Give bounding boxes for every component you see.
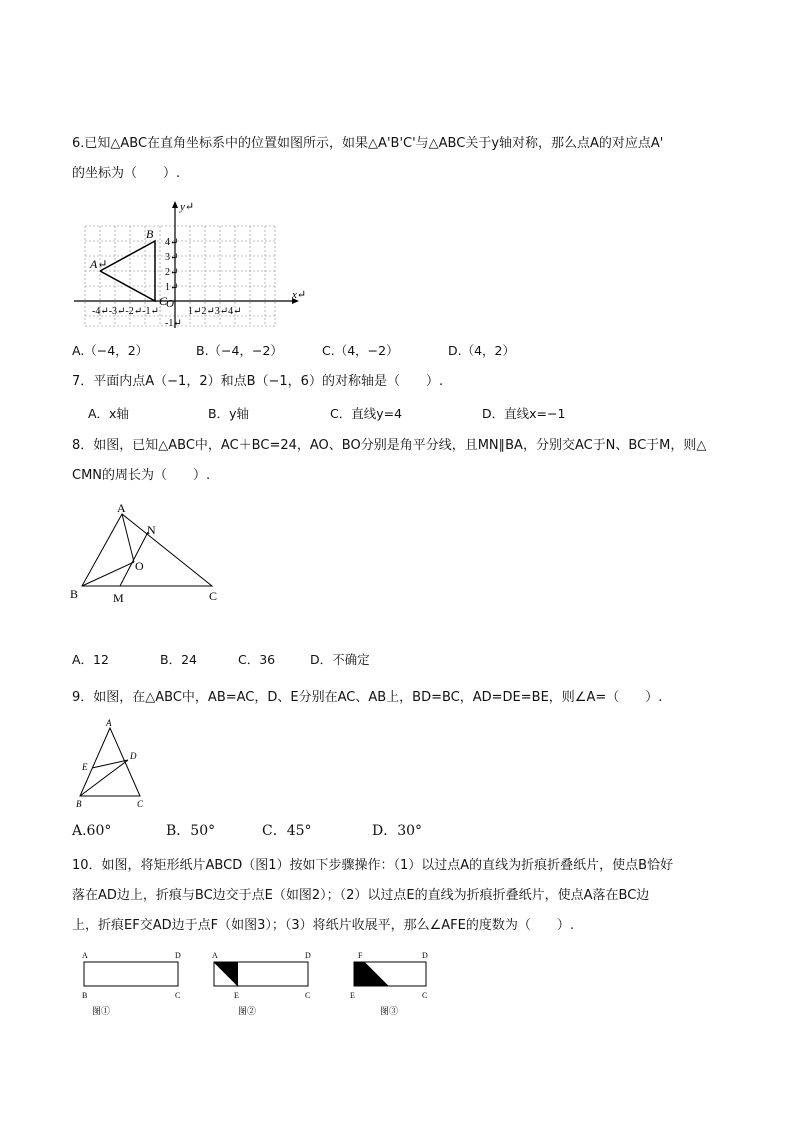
q9-option-d[interactable]: D．30° xyxy=(372,823,423,839)
q9-text: 9．如图，在△ABC中，AB=AC，D、E分别在AC、AB上，BD=BC，AD=DE=BE，则∠A=（ ）. xyxy=(72,690,663,705)
q10-fig3-label-e: E xyxy=(350,991,355,1000)
q6-y-arrow xyxy=(172,201,178,208)
q6-option-c[interactable]: C.（4，−2） xyxy=(322,343,399,358)
q10-fig1-caption: 图① xyxy=(92,1006,111,1016)
q10-text-line1: 10．如图，将矩形纸片ABCD（图1）按如下步骤操作：（1）以过点A的直线为折痕折叠纸片，使点B恰好 xyxy=(72,858,674,873)
q8-segment-mn xyxy=(120,532,148,586)
q9-triangle-abc xyxy=(80,728,140,796)
q9-option-a[interactable]: A.60° xyxy=(72,823,112,839)
q10-fig3-folded-region xyxy=(354,962,388,986)
q8-label-b: B xyxy=(70,587,79,601)
q6-label-b: B xyxy=(146,227,154,241)
q6-option-a[interactable]: A.（−4，2） xyxy=(72,343,149,358)
q10-fig1-label-b: B xyxy=(82,991,88,1000)
q10-fig2-label-d: D xyxy=(305,951,311,960)
q7-option-b[interactable]: B．y轴 xyxy=(208,406,249,421)
q6-option-d[interactable]: D.（4，2） xyxy=(448,343,516,358)
q6-y-tick-1: 1↵ xyxy=(165,282,179,293)
q7-text: 7．平面内点A（−1，2）和点B（−1，6）的对称轴是（ ）. xyxy=(72,374,444,389)
q6-y-tick-2: 2↵ xyxy=(165,267,179,278)
q10-fig2-caption: 图② xyxy=(238,1006,257,1016)
q6-x-label: x↵ xyxy=(292,289,307,301)
q10-fig1-label-d: D xyxy=(175,951,181,960)
q10-fig3-label-c: C xyxy=(422,991,428,1000)
q7-option-a[interactable]: A．x轴 xyxy=(88,406,129,421)
q10-fig3-label-f: F xyxy=(358,951,363,960)
q6-text-line1: 6.已知△ABC在直角坐标系中的位置如图所示，如果△A'B'C'与△ABC关于y轴对称，那么点A的对应点A' xyxy=(72,136,664,151)
q6-x-ticks-negative: -4↵-3↵-2↵-1↵ xyxy=(92,306,159,317)
q6-label-o: O xyxy=(166,298,174,310)
q6-option-b[interactable]: B.（−4，−2） xyxy=(196,343,283,358)
q10-fig2-label-e: E xyxy=(234,991,239,1000)
q9-label-c: C xyxy=(137,799,144,809)
q10-figure-1 xyxy=(82,951,181,1016)
q6-x-ticks-positive: 1↵2↵3↵4↵ xyxy=(188,306,242,317)
q6-y-label: y↵ xyxy=(180,201,195,213)
q8-option-a[interactable]: A．12 xyxy=(72,652,109,667)
q6-y-tick-neg1: -1↵ xyxy=(165,318,182,329)
q7-option-c[interactable]: C．直线y=4 xyxy=(330,406,403,421)
q9-option-b[interactable]: B．50° xyxy=(166,823,216,839)
q8-label-m: M xyxy=(113,591,124,605)
q10-fig1-label-a: A xyxy=(82,951,88,960)
q8-label-c: C xyxy=(209,589,218,603)
q9-label-a: A xyxy=(106,718,112,728)
q10-fig2-label-a: A xyxy=(212,951,218,960)
q10-text-line3: 上，折痕EF交AD边于点F（如图3）；（3）将纸片收展平，那么∠AFE的度数为（ ）. xyxy=(72,918,574,933)
q8-label-n: N xyxy=(147,523,156,537)
q10-fig3-caption: 图③ xyxy=(380,1006,399,1016)
q10-figure-2 xyxy=(212,951,311,1016)
q8-label-a: A xyxy=(117,502,126,515)
q8-option-c[interactable]: C．36 xyxy=(238,652,276,667)
q8-option-b[interactable]: B．24 xyxy=(160,652,197,667)
q8-option-d[interactable]: D．不确定 xyxy=(310,652,370,667)
q6-y-tick-3: 3↵ xyxy=(165,252,179,263)
q6-coordinate-figure xyxy=(70,198,310,330)
q8-label-o: O xyxy=(135,559,144,573)
q6-y-tick-4: 4↵ xyxy=(165,237,179,248)
q6-label-c: C xyxy=(159,294,168,308)
q9-label-e: E xyxy=(82,762,88,772)
q9-label-b: B xyxy=(76,799,82,809)
q10-fig2-label-c: C xyxy=(305,991,311,1000)
q10-rectangle-figures xyxy=(74,946,444,1022)
q10-fig3-label-d: D xyxy=(422,951,428,960)
q6-label-a: A↵ xyxy=(90,257,108,271)
q8-text-line2: CMN的周长为（ ）. xyxy=(72,468,211,483)
q10-text-line2: 落在AD边上，折痕与BC边交于点E（如图2）；（2）以过点E的直线为折痕折叠纸片，使点A落在BC边 xyxy=(72,888,650,903)
q10-figure-3 xyxy=(350,951,428,1016)
q8-bisector-ao xyxy=(122,514,134,562)
q6-text-line2: 的坐标为（ ）. xyxy=(72,166,181,181)
q10-fig1-label-c: C xyxy=(175,991,181,1000)
q8-text-line1: 8．如图，已知△ABC中，AC＋BC=24，AO、BO分别是角平分线，且MN∥BA，分别交AC于N、BC于M，则△ xyxy=(72,438,707,453)
q7-option-d[interactable]: D．直线x=−1 xyxy=(482,406,566,421)
q8-triangle-figure xyxy=(64,502,234,608)
q9-option-c[interactable]: C．45° xyxy=(262,823,312,839)
q9-triangle-figure xyxy=(72,718,156,810)
q9-label-d: D xyxy=(130,751,137,761)
